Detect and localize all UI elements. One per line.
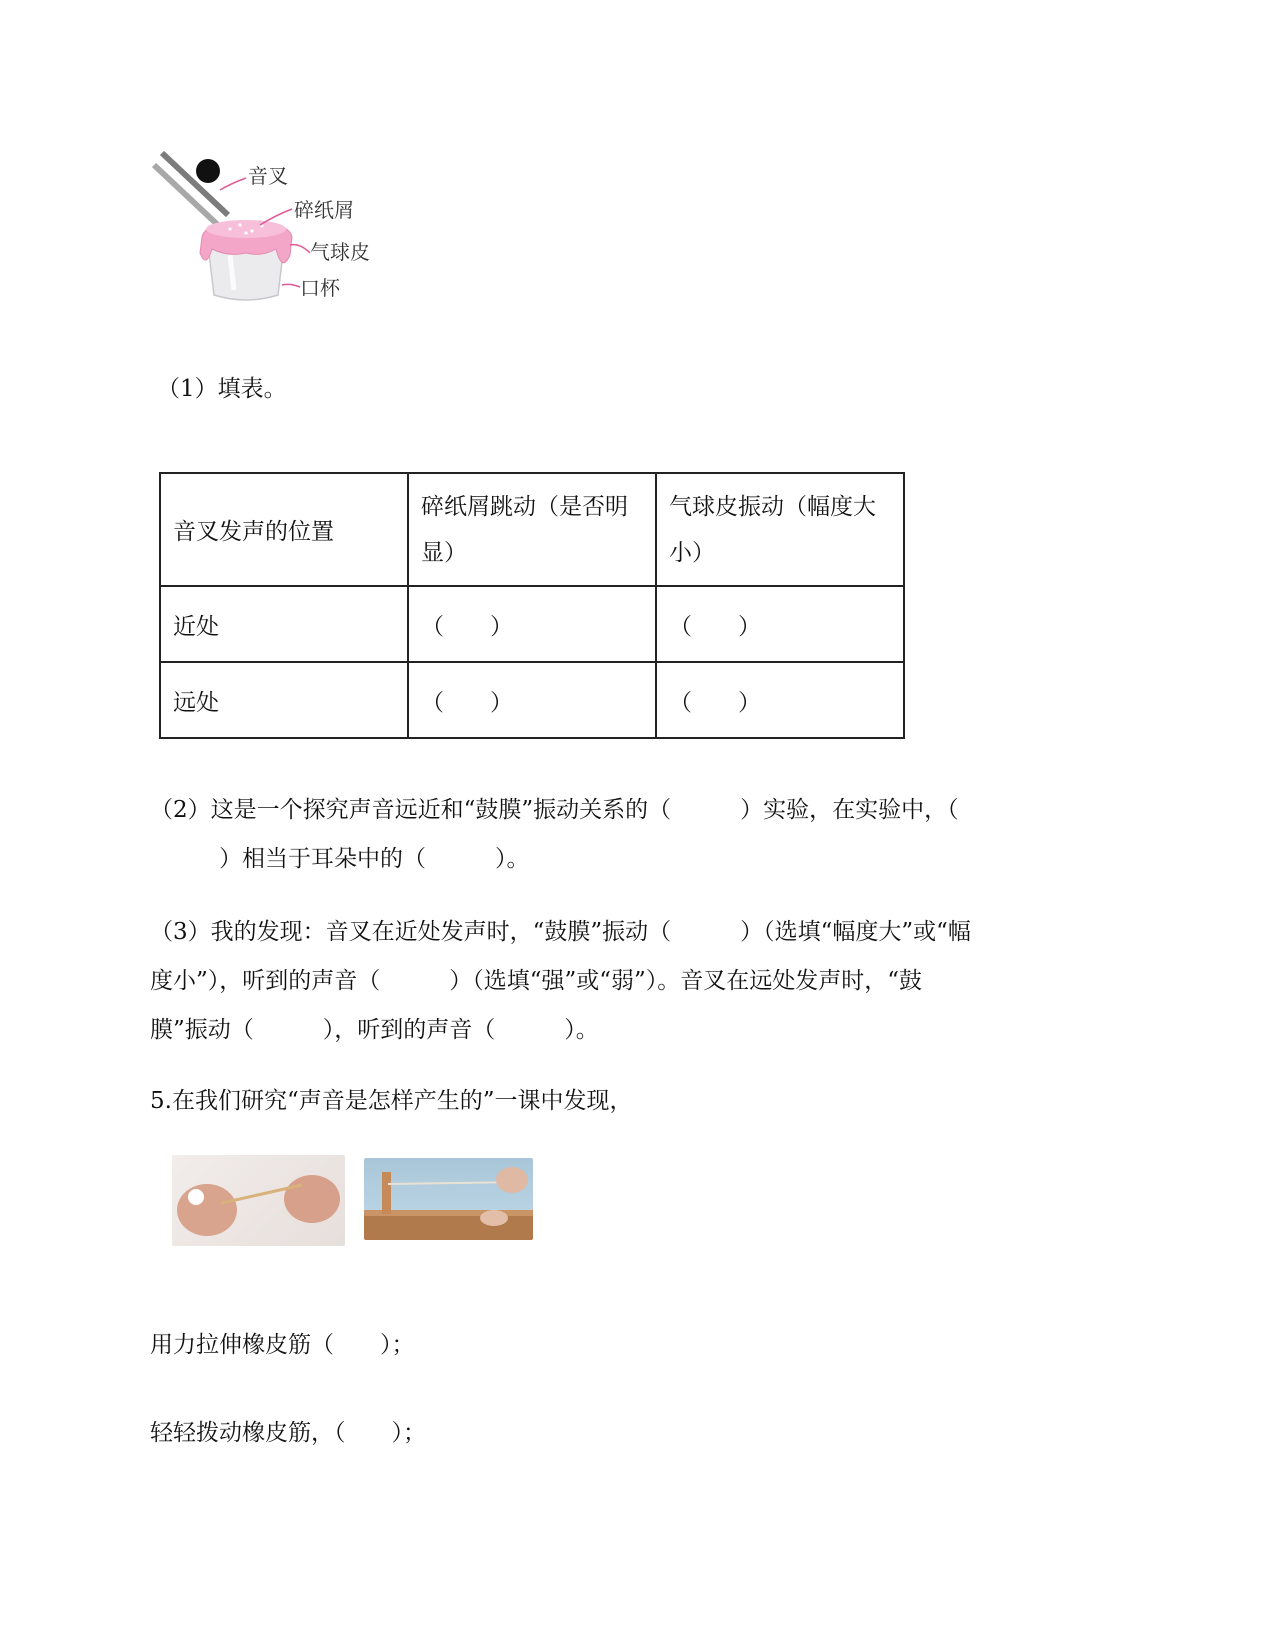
rubber-band-stretch-photo xyxy=(172,1155,345,1246)
q5-intro: 5.在我们研究“声音是怎样产生的”一课中发现， xyxy=(150,1088,633,1114)
q5-line-1: 用力拉伸橡皮筋（ ）； xyxy=(150,1332,415,1358)
q1-prompt: （1）填表。 xyxy=(157,376,287,402)
tuning-fork-icon xyxy=(154,153,228,227)
table-row xyxy=(160,662,904,738)
q3-line-2: 度小”），听到的声音（ ）（选填“强”或“弱”）。音叉在远处发声时，“鼓 xyxy=(150,968,923,994)
table-header-cell: 气球皮振动（幅度大小） xyxy=(656,473,904,586)
q3-line-1: （3）我的发现：音叉在近处发声时，“鼓膜”振动（ ）（选填“幅度大”或“幅 xyxy=(150,919,971,945)
q2-line-2: ）相当于耳朵中的（ ）。 xyxy=(150,846,530,872)
table-header-cell: 碎纸屑跳动（是否明显） xyxy=(408,473,656,586)
label-balloon-skin: 气球皮 xyxy=(310,240,370,264)
answer-blank[interactable]: （ ） xyxy=(656,662,904,738)
fill-in-table xyxy=(159,472,905,739)
rubber-band-box-photo xyxy=(364,1158,533,1240)
table-row-label: 近处 xyxy=(160,586,408,662)
answer-blank[interactable]: （ ） xyxy=(408,662,656,738)
q3-line-3: 膜”振动（ ），听到的声音（ ）。 xyxy=(150,1017,599,1043)
label-paper-bits: 碎纸屑 xyxy=(294,198,354,222)
q2-line-1: （2）这是一个探究声音远近和“鼓膜”振动关系的（ ）实验，在实验中，（ xyxy=(150,797,959,823)
table-row xyxy=(160,586,904,662)
q5-line-2: 轻轻拨动橡皮筋，（ ）； xyxy=(150,1420,426,1446)
label-cup: 口杯 xyxy=(300,276,340,300)
table-row-label: 远处 xyxy=(160,662,408,738)
answer-blank[interactable]: （ ） xyxy=(408,586,656,662)
table-header-cell: 音叉发声的位置 xyxy=(160,473,408,586)
tuning-fork-experiment-figure xyxy=(150,145,400,310)
table-header-row xyxy=(160,473,904,586)
label-tuning-fork: 音叉 xyxy=(248,164,288,188)
answer-blank[interactable]: （ ） xyxy=(656,586,904,662)
